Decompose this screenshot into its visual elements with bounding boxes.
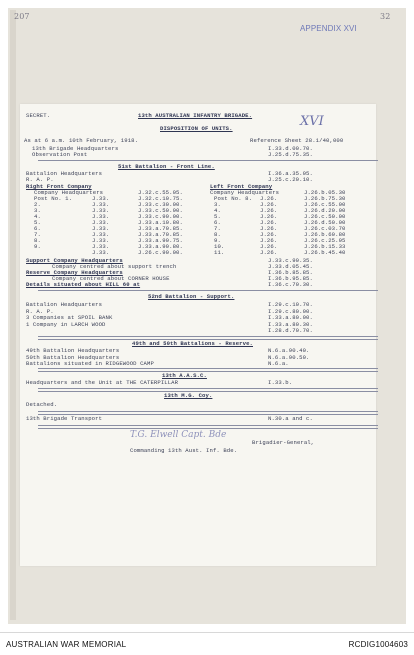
- right-post-number: 2.: [34, 201, 41, 208]
- right-post-grid: J.33.: [92, 219, 110, 226]
- footer-id: RCDIG1004603: [348, 640, 408, 649]
- left-post-ref: J.26.c.25.95: [304, 237, 346, 244]
- left-post-grid: J.26.: [260, 231, 278, 238]
- right-post-grid: J.33.: [92, 231, 110, 238]
- left-post-ref: J.26.c.03.70: [304, 225, 346, 232]
- left-post-number: 8.: [214, 231, 221, 238]
- archive-footer: [0, 632, 414, 655]
- right-post-grid: J.33.: [92, 243, 110, 250]
- bn4950-row-ref: N.6.a.90.40.: [268, 347, 310, 354]
- left-post-grid: J.26.: [260, 219, 278, 226]
- signature-command: Commanding 13th Aust. Inf. Bde.: [130, 447, 238, 454]
- left-post-number: 10.: [214, 243, 225, 250]
- double-rule: [38, 425, 378, 429]
- corner-ref-right: 32: [380, 12, 391, 21]
- right-post-ref: J.33.a.90.75.: [138, 237, 183, 244]
- right-front-company: Right Front Company: [26, 183, 92, 190]
- details-ref: I.36.c.70.30.: [268, 281, 313, 288]
- left-post-number: 11.: [214, 249, 225, 256]
- right-post-number: 4.: [34, 213, 41, 220]
- left-post-number: 5.: [214, 213, 221, 220]
- left-post-grid: J.26.: [260, 207, 278, 214]
- right-post-ref: J.26.c.90.00.: [138, 249, 183, 256]
- right-post-ref: J.33.c.50.90.: [138, 207, 183, 214]
- transport-ref: N.30.a and c.: [268, 415, 313, 422]
- left-front-company: Left Front Company: [210, 183, 273, 190]
- right-post-grid: J.33.: [92, 201, 110, 208]
- right-post-number: Post No. 1.: [34, 195, 73, 202]
- left-post-number: 7.: [214, 225, 221, 232]
- bn4950-row-ref: N.6.a.90.50.: [268, 353, 310, 361]
- bn52-row-ref: I.33.a.80.30.: [268, 320, 313, 328]
- right-post-number: 8.: [34, 237, 41, 244]
- left-post-number: 4.: [214, 207, 221, 214]
- right-post-ref: J.33.a.70.85.: [138, 231, 183, 238]
- brigade-title: 13th AUSTRALIAN INFANTRY BRIGADE.: [138, 112, 253, 119]
- rule: [38, 160, 378, 161]
- right-post-grid: J.33.: [92, 237, 110, 244]
- mg-label: Detached.: [26, 401, 58, 408]
- appendix-stamp: APPENDIX XVI: [300, 24, 357, 33]
- brigade-hq-label: 13th Brigade Headquarters: [32, 145, 119, 152]
- bn52-row-label: 1 Company in LARCH WOOD: [26, 320, 106, 328]
- observation-post-ref: J.25.d.75.35.: [268, 151, 313, 158]
- right-post-grid: J.33.: [92, 195, 110, 202]
- bn51-heading: 51st Battalion - Front Line.: [118, 163, 215, 170]
- handwritten-signature: T.G. Elwell Capt. Bde: [130, 430, 227, 440]
- bn51-rap-label: R. A. P.: [26, 176, 54, 183]
- support-company-ref: J.33.c.90.35.: [268, 257, 313, 264]
- right-company-hq-label: Company Headquarters: [34, 189, 104, 196]
- binding-strip: [10, 10, 16, 620]
- bn51-rap-ref: J.25.c.20.10.: [268, 176, 313, 183]
- reserve-company-ref: I.36.b.85.85.: [268, 269, 313, 276]
- bn4950-row-ref: N.6.a.: [268, 360, 289, 367]
- transport-label: 13th Brigade Transport: [26, 415, 103, 422]
- left-post-ref: J.26.d.50.00: [304, 219, 346, 226]
- right-post-grid: J.33.: [92, 249, 110, 256]
- as-at-date: As at 6 a.m. 10th February, 1918.: [24, 137, 139, 144]
- reserve-company-note-ref: I.36.b.95.85.: [268, 275, 313, 282]
- aasc-heading: 13th A.A.S.C.: [162, 372, 207, 379]
- bn51-hq-ref: I.36.a.35.05.: [268, 170, 313, 177]
- bn4950-row-label: 50th Battalion Headquarters: [26, 353, 120, 361]
- right-post-grid: J.33.: [92, 225, 110, 232]
- double-rule: [38, 368, 378, 372]
- support-company-note-ref: J.33.d.05.45.: [268, 263, 313, 270]
- reserve-company-label: Reserve Company Headquarters: [26, 269, 123, 276]
- left-post-ref: J.26.b.75.30: [304, 195, 346, 202]
- right-post-number: 6.: [34, 225, 41, 232]
- corner-ref-left: 207: [14, 12, 30, 21]
- left-post-number: Post No. 8.: [214, 195, 253, 202]
- left-post-grid: J.26.: [260, 213, 278, 220]
- left-post-ref: J.26.b.15.33: [304, 243, 346, 250]
- observation-post-label: Observation Post: [32, 151, 88, 158]
- right-post-number: 5.: [34, 219, 41, 226]
- right-post-number: 7.: [34, 231, 41, 238]
- right-post-number: 9.: [34, 243, 41, 250]
- details-label: Details situated about HILL 60 at: [26, 281, 141, 288]
- left-post-ref: J.26.b.45.40: [304, 249, 346, 256]
- bn52-row-ref: I.28.d.70.70.: [268, 327, 313, 334]
- left-post-number: 3.: [214, 201, 221, 208]
- left-post-grid: J.26.: [260, 243, 278, 250]
- left-company-hq-ref: J.26.b.05.30: [304, 189, 346, 196]
- left-post-ref: J.26.c.50.00: [304, 213, 346, 220]
- bn52-row-ref: I.29.c.10.70.: [268, 301, 313, 308]
- bn4950-heading: 49th and 50th Battalions - Reserve.: [132, 340, 253, 347]
- bn52-row-label: R. A. P.: [26, 307, 54, 315]
- reference-sheet: Reference Sheet 28.1/40,000: [250, 137, 344, 144]
- left-post-grid: J.26.: [260, 225, 278, 232]
- bn4950-row-label: Battalions situated in RIDGEWOOD CAMP: [26, 360, 154, 367]
- right-post-grid: J.33.: [92, 213, 110, 220]
- right-post-grid: J.33.: [92, 207, 110, 214]
- left-post-ref: J.26.b.60.80: [304, 231, 346, 238]
- bn52-heading: 52nd Battalion - Support.: [148, 293, 235, 300]
- right-post-ref: J.33.a.90.80.: [138, 243, 183, 250]
- right-company-hq-ref: J.32.c.55.05.: [138, 189, 183, 196]
- left-post-grid: J.26.: [260, 249, 278, 256]
- signature-rank: Brigadier-General,: [252, 439, 315, 446]
- left-post-number: 6.: [214, 219, 221, 226]
- mg-heading: 13th M.G. Coy.: [164, 392, 213, 399]
- support-company-note: Company centred about support trench: [52, 263, 177, 270]
- support-company-label: Support Company Headquarters: [26, 257, 123, 264]
- aasc-ref: I.33.b.: [268, 379, 293, 386]
- left-post-grid: J.26.: [260, 237, 278, 244]
- rule: [38, 290, 378, 291]
- marginal-numeral: XVI: [300, 114, 324, 129]
- right-post-ref: J.32.c.10.75.: [138, 195, 183, 202]
- bn51-hq-label: Battalion Headquarters: [26, 170, 103, 177]
- right-post-ref: J.33.c.90.00.: [138, 213, 183, 220]
- reserve-company-note: Company centred about CORNER HOUSE: [52, 275, 170, 282]
- brigade-hq-ref: I.33.d.00.70.: [268, 145, 313, 152]
- secret-marking: SECRET.: [26, 112, 51, 119]
- left-post-ref: J.26.d.20.00: [304, 207, 346, 214]
- bn52-row-ref: I.33.a.80.00.: [268, 314, 313, 321]
- bn4950-row-label: 49th Battalion Headquarters: [26, 347, 120, 354]
- document-page: [20, 104, 376, 566]
- bn52-row-ref: I.29.c.80.00.: [268, 307, 313, 315]
- right-post-ref: J.33.a.70.85.: [138, 225, 183, 232]
- right-post-ref: J.33.c.30.00.: [138, 201, 183, 208]
- footer-source: AUSTRALIAN WAR MEMORIAL: [6, 640, 127, 649]
- left-post-number: 9.: [214, 237, 221, 244]
- left-post-grid: J.26.: [260, 201, 278, 208]
- document-title: DISPOSITION OF UNITS.: [160, 125, 233, 132]
- left-post-grid: J.26.: [260, 195, 278, 202]
- left-company-hq-label: Company Headquarters: [210, 189, 280, 196]
- left-post-ref: J.26.c.55.00: [304, 201, 346, 208]
- aasc-label: Headquarters and the Unit at THE CATERPILLAR: [26, 379, 179, 386]
- bn52-row-label: 3 Companies at SPOIL BANK: [26, 314, 113, 321]
- right-post-ref: J.33.a.10.80.: [138, 219, 183, 226]
- right-post-number: 3.: [34, 207, 41, 214]
- bn52-row-label: Battalion Headquarters: [26, 301, 103, 308]
